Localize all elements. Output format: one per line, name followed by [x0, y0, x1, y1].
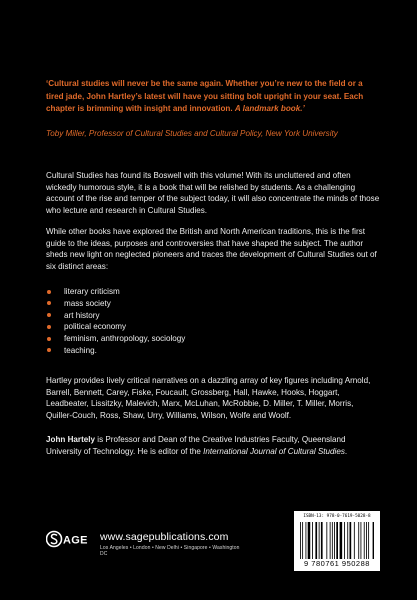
author-bio-text: is Professor and Dean of the Creative Industries Faculty, Queensland University of Technology. He is editor of the	[46, 435, 346, 456]
barcode-stripe	[334, 522, 335, 559]
bullet-icon	[47, 337, 51, 341]
barcode-stripe	[354, 522, 355, 559]
publisher-cities: Los Angeles • London • New Delhi • Singapore • Washington DC	[100, 545, 240, 557]
barcode-stripe	[300, 522, 301, 559]
barcode-stripe	[350, 522, 352, 559]
list-item: literary criticism	[46, 286, 346, 298]
svg-text:AGE: AGE	[63, 534, 88, 547]
barcode-stripe	[361, 522, 362, 559]
barcode-stripe	[312, 522, 313, 559]
blurb-paragraph-2: While other books have explored the British and North American traditions, this is the first guide to the ideas, purposes and controversies that have shaped the subject. The author sheds new light on neglected pioneers and traces the development of Cultural Studies out of six distinct areas:	[46, 227, 377, 271]
list-item: teaching.	[46, 345, 346, 357]
list-item: feminism, anthropology, sociology	[46, 333, 346, 345]
bullet-icon	[47, 325, 51, 329]
barcode-stripe	[340, 522, 343, 559]
list-item: art history	[46, 310, 346, 322]
barcode-stripe	[308, 522, 311, 559]
publisher-block	[46, 527, 246, 557]
barcode-bars	[300, 522, 374, 559]
quote-text: ‘Cultural studies will never be the same again. Whether you’re new to the field or a tired jade, John Hartley’s latest will have you sitting bolt upright in your seat. Each chapter is brimming with insight and innovation.	[46, 79, 364, 114]
list-item: mass society	[46, 298, 346, 310]
bullet-icon	[47, 313, 51, 317]
blurb-paragraph-1: Cultural Studies has found its Boswell with this volume! With its uncluttered and often wickedly humorous style, it is a book that will be relished by students. As a challenging account of the rise and temper of the subject today, it will also concentrate the minds of those who lecture and research in Cultural Studies.	[46, 171, 380, 215]
quote-attribution: Toby Miller, Professor of Cultural Studies and Cultural Policy, New York University	[46, 129, 338, 138]
barcode-stripe	[373, 522, 374, 559]
blurb-paragraph-3: Hartley provides lively critical narratives on a dazzling array of key figures including Arnold, Barrell, Bennett, Carey, Fiske, Foucault, Grossberg, Hall, Hawke, Hooks, Hoggart, Leadbeater, Lissitzky, Malevich, Marx, McLuhan, McRobbie, D. Miller, T. Miller, Morris, Quiller-Couch, Ross, Shaw, Urry, Williams, Wilson, Wolfe and Woolf.	[46, 376, 371, 420]
barcode-stripe	[315, 522, 317, 559]
barcode-stripe	[321, 522, 323, 559]
barcode-stripe	[306, 522, 307, 559]
barcode-stripe	[330, 522, 331, 559]
bullet-icon	[47, 301, 51, 305]
author-bio: John Hartely is Professor and Dean of the Creative Industries Faculty, Queensland University of Technology. He is editor of the International Journal of Cultural Studies.	[46, 435, 348, 456]
author-name: John Hartely	[46, 435, 96, 444]
bullet-icon	[47, 290, 51, 294]
barcode-stripe	[336, 522, 338, 559]
isbn-label: ISBN-13: 978-0-7619-5028-8	[303, 514, 371, 519]
isbn-barcode	[294, 511, 380, 571]
barcode-stripe	[332, 522, 333, 559]
publisher-url[interactable]: www.sagepublications.com	[100, 531, 229, 543]
endorsement-quote	[46, 78, 380, 116]
barcode-stripe	[358, 522, 359, 559]
journal-title: International Journal of Cultural Studies	[203, 446, 345, 456]
barcode-stripe	[302, 522, 303, 559]
list-item: political economy	[46, 321, 346, 333]
barcode-stripe	[344, 522, 345, 559]
barcode-stripe	[319, 522, 320, 559]
barcode-digits: 9 780761 950288	[304, 559, 370, 568]
barcode-stripe	[364, 522, 365, 559]
quote-tail: A landmark book.’	[234, 104, 305, 114]
barcode-stripe	[366, 522, 367, 559]
areas-list	[46, 286, 346, 357]
barcode-stripe	[326, 522, 327, 559]
barcode-stripe	[368, 522, 369, 559]
barcode-stripe	[347, 522, 348, 559]
bullet-icon	[47, 348, 51, 352]
sage-logo	[46, 527, 96, 551]
